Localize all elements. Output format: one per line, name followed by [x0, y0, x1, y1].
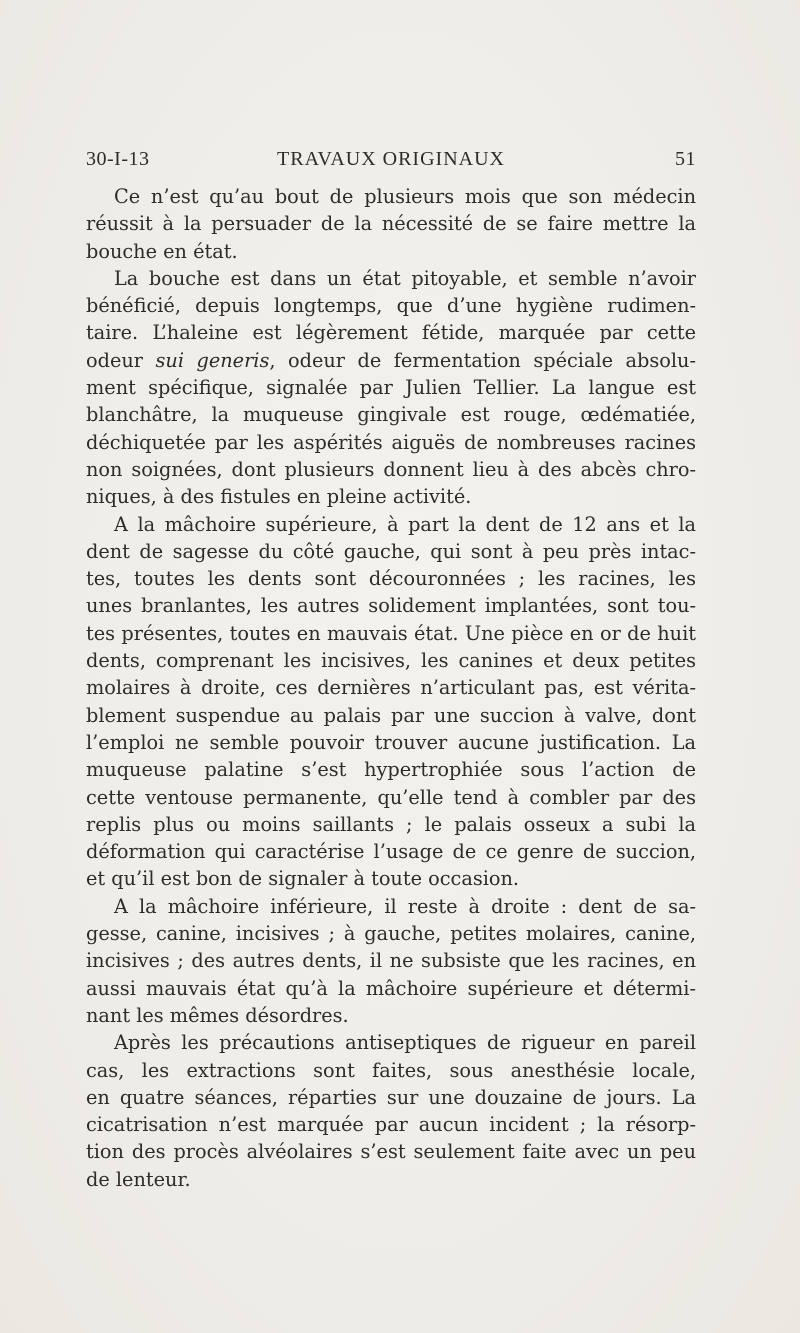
paragraph	[86, 893, 696, 1029]
paragraph	[86, 183, 696, 265]
text-line: réussit à la persuader de la nécessité de se faire mettre la	[86, 212, 696, 236]
text-line: Après les précautions antiseptiques de rigueur en pareil	[114, 1031, 696, 1055]
text-line: cas, les extractions sont faites, sous anesthésie locale,	[86, 1058, 696, 1082]
text-line: déformation qui caractérise l’usage de ce genre de succion,	[86, 840, 696, 864]
text-line: bouche en état.	[86, 239, 238, 263]
text-line: niques, à des fistules en pleine activité.	[86, 485, 472, 509]
text-line: blement suspendue au palais par une succion à valve, dont	[86, 703, 696, 727]
text-line: cette ventouse permanente, qu’elle tend à combler par des	[86, 785, 696, 809]
text-line: dents, comprenant les incisives, les canines et deux petites	[86, 649, 696, 673]
text-line: l’emploi ne semble pouvoir trouver aucune justification. La	[86, 730, 696, 754]
italic-phrase: sui generis	[155, 348, 270, 372]
paragraph	[86, 511, 696, 893]
text-line: molaires à droite, ces dernières n’articulant pas, est vérita-	[86, 676, 696, 700]
text-line-with-italic: odeur sui generis, odeur de fermentation spéciale absolu-	[86, 348, 696, 372]
page-number: 51	[675, 148, 696, 170]
text-line: tion des procès alvéolaires s’est seulement faite avec un peu	[86, 1140, 696, 1164]
text-line: et qu’il est bon de signaler à toute occasion.	[86, 867, 520, 891]
text-line: A la mâchoire inférieure, il reste à droite : dent de sa-	[114, 894, 696, 918]
text-line: non soignées, dont plusieurs donnent lieu à des abcès chro-	[86, 457, 696, 481]
text-line: dent de sagesse du côté gauche, qui sont à peu près intac-	[86, 539, 696, 563]
text-line: tes présentes, toutes en mauvais état. Une pièce en or de huit	[86, 621, 696, 645]
text-line: unes branlantes, les autres solidement implantées, sont tou-	[86, 594, 696, 618]
text-line: La bouche est dans un état pitoyable, et semble n’avoir	[114, 266, 696, 290]
text-line: gesse, canine, incisives ; à gauche, petites molaires, canine,	[86, 922, 696, 946]
paragraph	[86, 265, 696, 511]
text-line: en quatre séances, réparties sur une douzaine de jours. La	[86, 1085, 696, 1109]
paragraph	[86, 1029, 696, 1193]
text-line: cicatrisation n’est marquée par aucun incident ; la résorp-	[86, 1113, 696, 1137]
text-line: blanchâtre, la muqueuse gingivale est rouge, œdématiée,	[86, 403, 696, 427]
text-line: replis plus ou moins saillants ; le palais osseux a subi la	[86, 812, 696, 836]
text-line: A la mâchoire supérieure, à part la dent de 12 ans et la	[114, 512, 696, 536]
header-section-title: TRAVAUX ORIGINAUX	[277, 148, 505, 170]
text-line: tes, toutes les dents sont découronnées ; les racines, les	[86, 567, 696, 591]
body-text	[86, 183, 696, 1193]
text-line: incisives ; des autres dents, il ne subsiste que les racines, en	[86, 949, 696, 973]
text-line: muqueuse palatine s’est hypertrophiée sous l’action de	[86, 758, 696, 782]
header-date: 30-I-13	[86, 148, 150, 170]
text-line: aussi mauvais état qu’à la mâchoire supérieure et détermi-	[86, 976, 696, 1000]
text-line: déchiquetée par les aspérités aiguës de nombreuses racines	[86, 430, 696, 454]
text-line: Ce n’est qu’au bout de plusieurs mois que son médecin	[114, 185, 696, 208]
text-line: bénéficié, depuis longtemps, que d’une hygiène rudimen-	[86, 294, 696, 318]
text-line: taire. L’haleine est légèrement fétide, marquée par cette	[86, 321, 696, 345]
text-line: de lenteur.	[86, 1167, 191, 1191]
text-line: nant les mêmes désordres.	[86, 1003, 349, 1027]
text-line: ment spécifique, signalée par Julien Tellier. La langue est	[86, 376, 696, 400]
running-header	[86, 148, 696, 176]
